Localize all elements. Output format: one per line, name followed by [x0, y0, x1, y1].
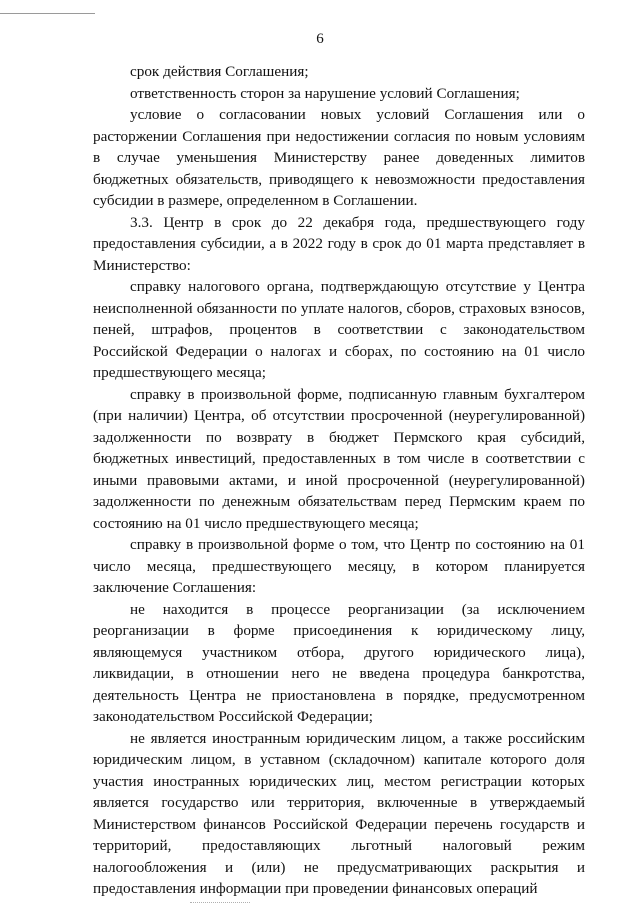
scan-edge-line: [0, 13, 95, 14]
paragraph-accountant-certificate: справку в произвольной форме, подписанную главным бухгалтером (при наличии) Центра, об отсутствии просроченной (неурегулированной) задолженности по возврату в бюджет Пермского края субсидий, бюджетных инвестиций, предоставленных в том числе в соответствии с иными правовыми актами, и иной просроченной (неурегулированной) задолженности по денежным обязательствам перед Пермским краем по состоянию на 01 число предшествующего месяца;: [93, 385, 585, 532]
paragraph-liability: ответственность сторон за нарушение условий Соглашения;: [130, 84, 520, 102]
paragraph-free-form-certificate: справку в произвольной форме о том, что Центр по состоянию на 01 число месяца, предшествующего месяцу, в котором планируется заключение Соглашения:: [93, 536, 585, 596]
page-number: 6: [316, 31, 324, 47]
paragraph-agreement-term: срок действия Соглашения;: [130, 63, 309, 80]
scan-edge-dots: [190, 902, 250, 904]
paragraph-new-conditions: условие о согласовании новых условий Соглашения или о расторжении Соглашения при недостижении согласия по новым условиям в случае уменьшения Министерству ранее доведенных лимитов бюджетных обязательств, приводящего к невозможности предоставления субсидии в размере, определенном в Соглашении.: [93, 106, 585, 209]
document-body: [93, 61, 585, 900]
paragraph-tax-certificate: справку налогового органа, подтверждающую отсутствие у Центра неисполненной обязанности по уплате налогов, сборов, страховых взносов, пеней, штрафов, процентов в соответствии с законодательством Российской Федерации о налогах и сборах, по состоянию на 01 число предшествующего месяца;: [93, 278, 585, 381]
paragraph-section-3-3: 3.3. Центр в срок до 22 декабря года, предшествующего году предоставления субсидии, а в 2022 году в срок до 01 марта представляет в Министерство:: [93, 213, 585, 274]
paragraph-reorganization: не находится в процессе реорганизации (за исключением реорганизации в форме присоединения к юридическому лицу, являющемуся участником отбора, другого юридического лица), ликвидации, в отношении него не введена процедура банкротства, деятельность Центра не приостановлена в порядке, предусмотренном законодательством Российской Федерации;: [93, 600, 585, 725]
paragraph-foreign-entity: не является иностранным юридическим лицом, а также российским юридическим лицом, в уставном (складочном) капитале которого доля участия иностранных юридических лиц, местом регистрации которых является государство или территория, включенные в утверждаемый Министерством финансов Российской Федерации перечень государств и территорий, предоставляющих льготный налоговый режим налогообложения и (или) не предусматривающих раскрытия и предоставления информации при проведении финансовых операций: [93, 729, 585, 897]
